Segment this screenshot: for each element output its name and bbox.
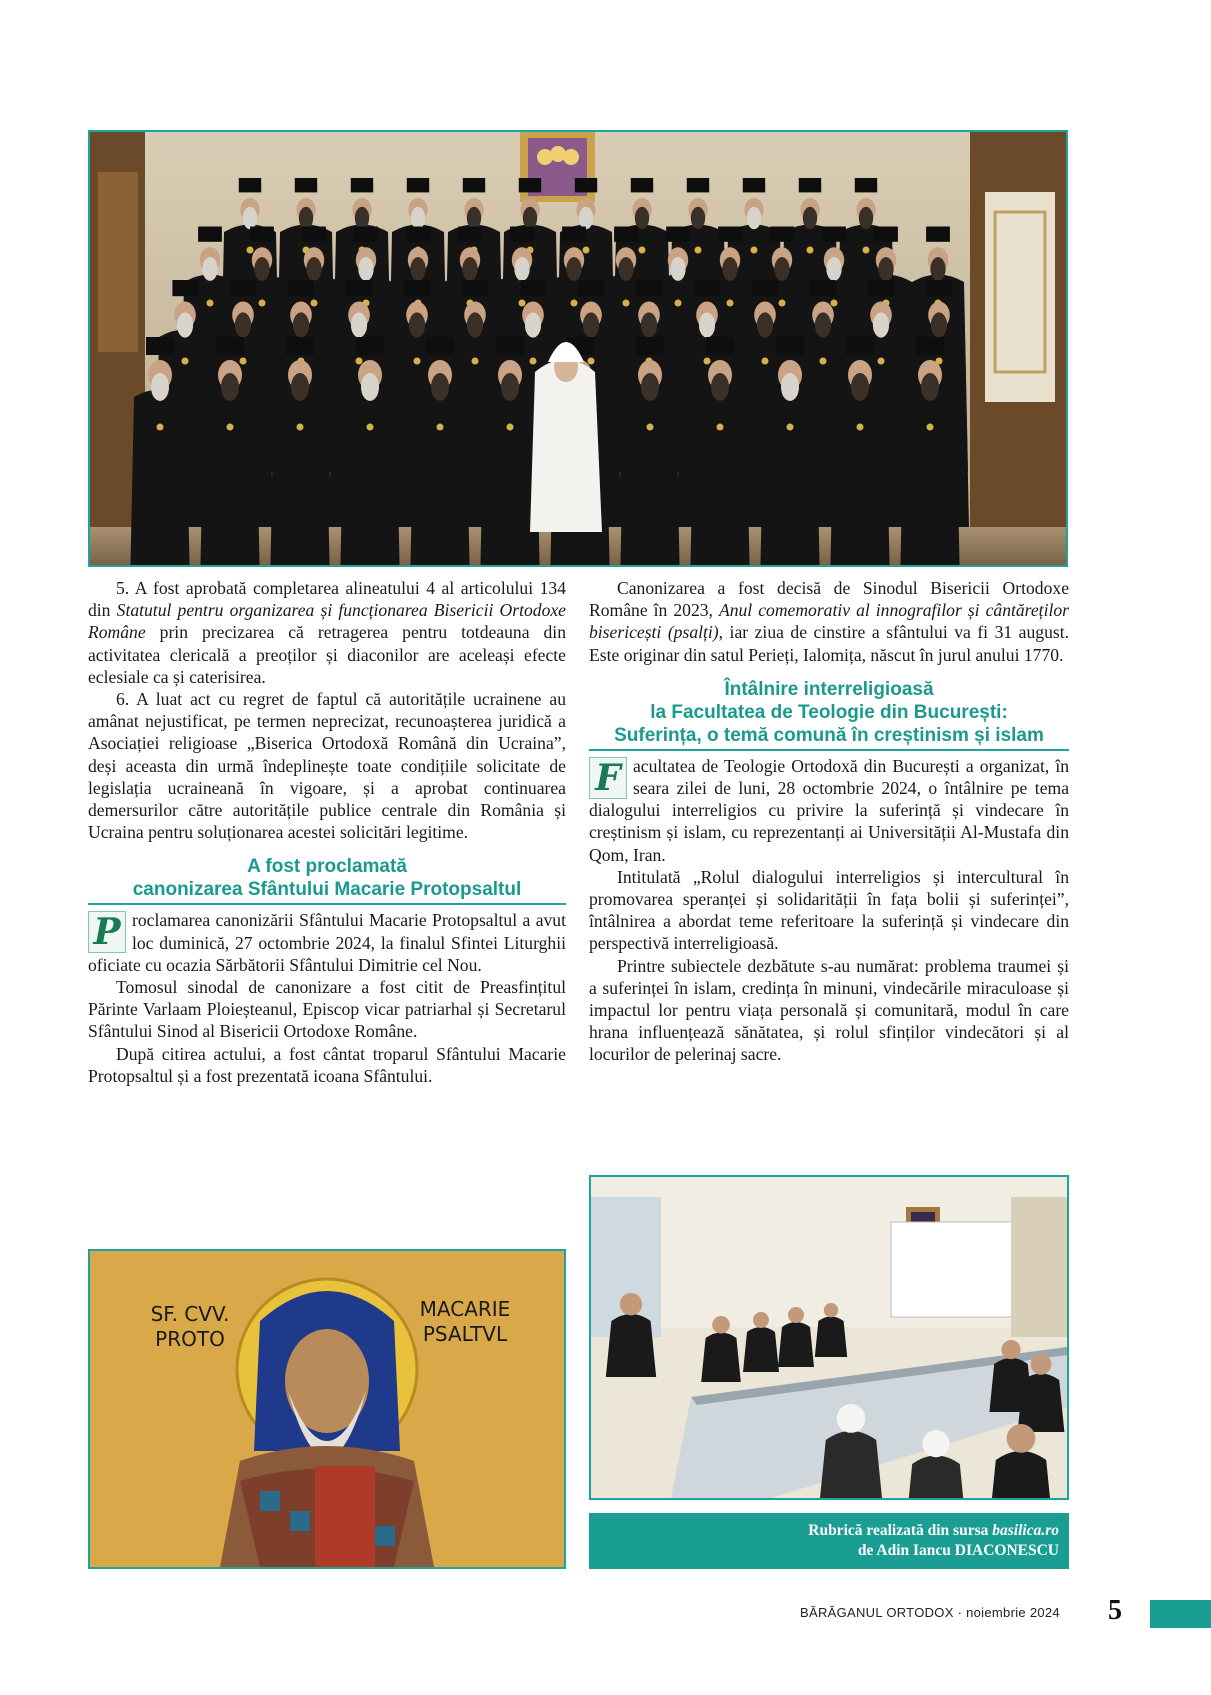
meeting-photo	[589, 1175, 1069, 1500]
interreligious-paragraph-2: Intitulată „Rolul dialogului interreligios și intercultural în promovarea speranței și solidarității în fața bolii și suferinței”, întâlnirea a abordat teme referitoare la suferință și vindecare din perspectivă interreligioasă.	[589, 866, 1069, 954]
dropcap-p: P	[88, 911, 126, 953]
item-5-paragraph: 5. A fost aprobată completarea alineatului 4 al articolului 134 din Statutul pentru organizarea și funcționarea Bisericii Ortodoxe Române prin precizarea că retragerea pentru totdeauna din activitatea clericală a preoților și diaconilor are aceleași efecte eclesiale ca și caterisirea.	[88, 578, 566, 687]
credit-box	[589, 1513, 1069, 1569]
interreligious-paragraph-3: Printre subiectele dezbătute s-au numărat: problema traumei și a suferinței în islam, credința în minuni, vindecările miraculoase și impactul lor pentru viața personală și comunitară, modul în care hrana influențează sănătatea, și rolul sfinților vindecători și al locurilor de pelerinaj sacre.	[589, 955, 1069, 1065]
footer-accent-bar	[1150, 1600, 1211, 1628]
meeting-illustration	[591, 1177, 1067, 1498]
dropcap-f: F	[589, 757, 627, 799]
icon-illustration	[90, 1251, 564, 1567]
icon-inscription-right-2: PSALTVL	[422, 1322, 508, 1346]
credit-source-link[interactable]: basilica.ro	[992, 1522, 1059, 1539]
credit-prefix: Rubrică realizată din sursa	[808, 1522, 993, 1539]
footer-publication: BĂRĂGANUL ORTODOX · noiembrie 2024	[800, 1605, 1060, 1620]
right-column	[589, 577, 1069, 1066]
canonization-paragraph-3: După citirea actului, a fost cântat troparul Sfântului Macarie Protopsaltul și a fost prezentată icoana Sfântului.	[88, 1043, 566, 1086]
icon-inscription-right-1: MACARIE	[419, 1297, 511, 1321]
synod-group-photo	[88, 130, 1068, 567]
saint-macarie-icon-image	[88, 1249, 566, 1569]
interreligious-paragraph-1: F acultatea de Teologie Ortodoxă din București a organizat, în seara zilei de luni, 28 octombrie 2024, o întâlnire pe tema dialogului interreligios cu privire la suferință și vindecare în creștinism și islam, cu reprezentanți ai Universității Al-Mustafa din Qom, Iran.	[589, 755, 1069, 865]
canonization-paragraph-1: P roclamarea canonizării Sfântului Macarie Protopsaltul a avut loc duminică, 27 octombrie 2024, la finalul Sfintei Liturghii oficiate cu ocazia Sărbătorii Sfântului Dimitrie cel Nou.	[88, 910, 566, 975]
icon-inscription-left-2: PROTO	[155, 1327, 225, 1351]
canonization-paragraph-2: Tomosul sinodal de canonizare a fost citit de Preasfințitul Părinte Varlaam Ploieșteanul, Episcop vicar patriarhal și Secretarul Sfântului Sinod al Bisericii Ortodoxe Române.	[88, 977, 566, 1042]
credit-author: de Adin Iancu DIACONESCU	[857, 1542, 1059, 1559]
interreligious-heading: Întâlnire interreligioasă la Facultatea de Teologie din București: Suferința, o temă comună în creștinism și islam	[589, 678, 1069, 751]
item-6-paragraph: 6. A luat act cu regret de faptul că autoritățile ucrainene au amânat nejustificat, pe termen neprecizat, recunoașterea juridică a Asociației religioase „Biserica Ortodoxă Română din Ucraina”, deși aceasta din urmă îndeplinește toate condițiile solicitate de legislația ucraineană în vigoare, și a aprobat continuarea demersurilor către autoritățile publice centrale din România și Ucraina pentru soluționarea acestei solicitări legitime.	[88, 689, 566, 843]
canonization-heading: A fost proclamată canonizarea Sfântului Macarie Protopsaltul	[88, 855, 566, 905]
synod-photo-illustration	[90, 132, 1066, 565]
canonization-decision-paragraph: Canonizarea a fost decisă de Sinodul Bisericii Ortodoxe Române în 2023, Anul comemorativ al innografilor și cântăreților bisericești (psalți), iar ziua de cinstire a sfântului va fi 31 august. Este originar din satul Perieți, Ialomița, născut în jurul anului 1770.	[589, 578, 1069, 665]
icon-inscription-left-1: SF. CVV.	[150, 1302, 230, 1326]
left-column	[88, 577, 566, 1087]
page-number: 5	[1108, 1595, 1122, 1626]
